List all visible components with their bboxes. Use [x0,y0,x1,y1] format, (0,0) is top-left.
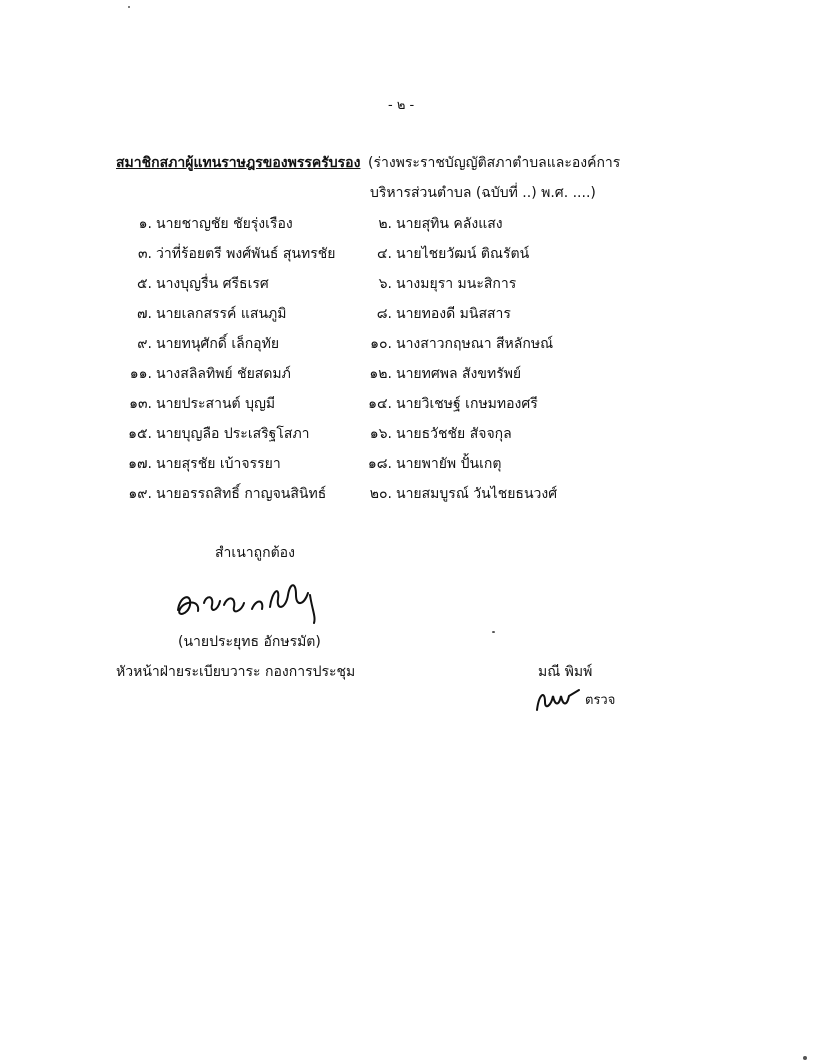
bill-title-line-2: บริหารส่วนตำบล (ฉบับที่ ..) พ.ศ. ....) [370,185,596,201]
member-entry [116,275,269,293]
member-number: ๑๔. [368,396,392,412]
member-number: ๘. [376,306,392,322]
member-name: นางบุญรื่น ศรีธเรศ [156,276,269,292]
member-entry [116,485,326,503]
member-number: ๑๓. [129,396,152,412]
handwritten-signature [170,565,335,625]
member-entry [116,365,291,383]
member-name: นายชาญชัย ชัยรุ่งเรือง [156,216,293,232]
member-entry [116,395,275,413]
member-name: นายสุทิน คลังแสง [396,216,503,232]
scan-speck [803,1056,807,1060]
typist-name: มณี พิมพ์ [538,664,593,680]
member-number: ๑๑. [129,366,152,382]
page-number: - ๒ - [388,98,415,113]
member-number: ๑๘. [367,456,392,472]
member-entry [116,335,279,353]
member-name: นายไชยวัฒน์ ติณรัตน์ [396,246,530,262]
member-name: นายวิเชษฐ์ เกษมทองศรี [396,396,538,412]
member-entry [356,215,503,233]
member-entry [356,365,521,383]
member-number: ๖. [378,276,392,292]
member-number: ๑๗. [128,456,152,472]
member-entry [116,245,335,263]
member-entry [356,245,529,263]
member-number: ๒๐. [369,486,392,502]
member-entry [356,275,516,293]
bill-title-line-1: (ร่างพระราชบัญญัติสภาตำบลและองค์การ [368,155,621,171]
checked-label: ตรวจ [585,693,616,708]
member-entry [116,305,286,323]
member-number: ๑๐. [370,336,392,352]
member-name: นายทศพล สังขทรัพย์ [396,366,522,382]
member-number: ๑๖. [369,426,392,442]
scan-speck [492,631,495,633]
section-heading: สมาชิกสภาผู้แทนราษฎรของพรรครับรอง [116,155,361,171]
member-number: ๕. [136,276,152,292]
member-entry [356,395,538,413]
member-entry [356,455,501,473]
member-entry [356,305,511,323]
signer-position: หัวหน้าฝ่ายระเบียบวาระ กองการประชุม [116,664,356,680]
certified-copy-label: สำเนาถูกต้อง [215,545,295,561]
member-number: ๑. [138,216,152,232]
member-entry [356,485,557,503]
signer-name: (นายประยุทธ อักษรมัต) [178,634,321,650]
member-name: นายธวัชชัย สัจจกุล [396,426,512,442]
member-entry [116,215,293,233]
member-name: นางมยุรา มนะสิการ [396,276,517,292]
member-entry [116,455,281,473]
scan-speck [128,6,130,8]
member-name: นางสลิลทิพย์ ชัยสดมภ์ [156,366,291,382]
member-number: ๓. [137,246,152,262]
member-number: ๑๙. [128,486,152,502]
member-name: ว่าที่ร้อยตรี พงศ์พันธ์ สุนทรชัย [156,246,336,262]
member-entry [356,425,512,443]
member-name: นางสาวกฤษณา สีหลักษณ์ [396,336,554,352]
member-name: นายพายัพ ปั้นเกตุ [396,456,502,472]
member-number: ๗. [137,306,152,322]
member-number: ๙. [137,336,152,352]
member-name: นายสมบูรณ์ วันไชยธนวงศ์ [396,486,558,502]
member-name: นายประสานต์ บุญมี [156,396,276,412]
member-number: ๔. [376,246,392,262]
member-number: ๑๕. [128,426,152,442]
member-name: นายทองดี มนิสสาร [396,306,511,322]
checker-initials [533,684,583,714]
member-name: นายทนุศักดิ์ เล็กอุทัย [156,336,280,352]
member-name: นายเลกสรรค์ แสนภูมิ [156,306,287,322]
member-name: นายอรรถสิทธิ์ กาญจนสินิทธ์ [156,486,327,502]
member-name: นายสุรชัย เบ้าจรรยา [156,456,281,472]
member-number: ๑๒. [369,366,392,382]
member-entry [116,425,310,443]
member-name: นายบุญลือ ประเสริฐโสภา [156,426,310,442]
member-entry [356,335,553,353]
member-number: ๒. [378,216,392,232]
